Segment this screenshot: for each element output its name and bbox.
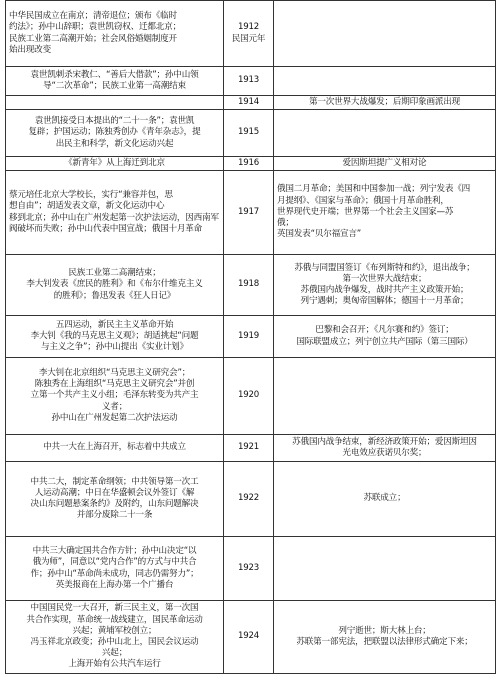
year-line: 民国元年 xyxy=(231,33,266,44)
world-events-line: 爱因斯坦提广义相对论 xyxy=(342,157,427,168)
world-events-cell xyxy=(274,316,496,358)
world-events-cell xyxy=(274,255,496,316)
china-events-line: 导“二次革命”；民族工业第一高潮结束 xyxy=(43,81,186,91)
china-events-cell xyxy=(6,1,224,67)
china-events-line: 移到北京；孙中山在广州发起第一次护法运动，因西南军 xyxy=(9,212,219,223)
china-events-line: 中国国民党一大召开，新三民主义，第一次国 xyxy=(30,603,199,614)
china-events-line: 李大钊《我的马克思主义观》；胡适挑起“问题 xyxy=(30,330,199,341)
world-events-cell xyxy=(274,96,496,110)
china-events-line: 约法》；孙中山辞职；袁世凯窃权、迁都北京； xyxy=(9,22,181,33)
china-events-line: 俄为师”，同意以“党内合作”的方式与中共合 xyxy=(32,557,197,568)
world-events-line: 巴黎和会召开；《凡尔赛和约》签订； xyxy=(315,325,454,336)
china-events-line: 中共一大在上海召开，标志着中共成立 xyxy=(43,442,186,453)
table-row xyxy=(6,157,496,171)
world-events-cell xyxy=(274,67,496,96)
year-cell xyxy=(224,1,274,67)
world-events-cell xyxy=(274,601,496,674)
year-line: 1913 xyxy=(237,75,260,86)
china-events-line: 复辟；护国运动；陈独秀创办《青年杂志》，提 xyxy=(28,127,201,138)
world-events-line: 苏俄国内战争结束，新经济政策开始；爱因斯坦因 xyxy=(292,436,477,447)
world-events-line: 苏联成立； xyxy=(363,493,406,504)
chronology-table xyxy=(5,0,496,674)
world-events-line: 俄； xyxy=(277,218,294,229)
china-events-line: 兴起； xyxy=(101,648,128,659)
world-events-line: 苏联第一部宪法，把联盟以法律形式确定下来； xyxy=(296,637,473,647)
table-row xyxy=(6,537,496,601)
china-events-cell xyxy=(6,462,224,537)
china-events-cell xyxy=(6,157,224,171)
world-events-line: 苏俄与同盟国签订《布列斯特和约》，退出战争； xyxy=(294,262,475,273)
china-events-line: 英美报商在上海办第一个广播台 xyxy=(55,579,174,590)
year-line: 1914 xyxy=(237,96,260,107)
chronology-table-body xyxy=(6,1,496,674)
world-events-line: 第一次世界大战结束； xyxy=(342,273,427,284)
china-events-line: 人运动高潮；中日在华盛顿会议外签订《解 xyxy=(34,487,195,498)
china-events-line: 民族工业第二高潮结束； xyxy=(68,268,161,279)
world-events-line: 俄国二月革命；美国和中国参加一战；列宁发表《四 xyxy=(277,184,471,195)
china-events-cell xyxy=(6,171,224,255)
table-row xyxy=(6,358,496,435)
china-events-line: 共合作实现，革命统一战线建立，国民革命运动 xyxy=(26,614,203,625)
year-cell xyxy=(224,171,274,255)
china-events-line: 袁世凯刺杀宋教仁、“善后大借款”；孙中山领 xyxy=(30,69,199,80)
year-line: 1922 xyxy=(237,493,260,504)
year-line: 1921 xyxy=(237,442,260,453)
world-events-line: 列宁遇刺；奥匈帝国解体；德国十一月革命； xyxy=(300,296,469,307)
world-events-cell xyxy=(274,157,496,171)
world-events-cell xyxy=(274,435,496,462)
world-events-line: 世界现代史开端；世界第一个社会主义国家—苏 xyxy=(277,206,454,217)
china-events-cell xyxy=(6,316,224,358)
table-row xyxy=(6,255,496,316)
china-events-line: 上海开始有公共汽车运行 xyxy=(68,659,161,670)
year-cell xyxy=(224,96,274,110)
year-cell xyxy=(224,110,274,157)
table-row xyxy=(6,67,496,96)
world-events-line: 国际联盟成立；列宁创立共产国际（第三国际） xyxy=(296,336,473,347)
table-row xyxy=(6,601,496,674)
table-row xyxy=(6,462,496,537)
table-row xyxy=(6,435,496,462)
world-events-line: 苏俄国内战争爆发，战时共产主义政策开始； xyxy=(300,285,469,295)
year-line: 1918 xyxy=(237,279,260,290)
year-cell xyxy=(224,255,274,316)
table-row xyxy=(6,171,496,255)
world-events-line: 第一次世界大战爆发；后期印象画派出现 xyxy=(308,96,461,107)
china-events-cell xyxy=(6,358,224,435)
china-events-line: 立第一个共产主义小组；毛泽东转变为共产主 xyxy=(30,390,199,401)
year-line: 1924 xyxy=(237,631,260,642)
world-events-line: 光电效应获诺贝尔奖； xyxy=(342,448,427,458)
world-events-cell xyxy=(274,358,496,435)
world-events-cell xyxy=(274,537,496,601)
table-row xyxy=(6,110,496,157)
world-events-cell xyxy=(274,1,496,67)
world-events-line: 列宁逝世；斯大林上台； xyxy=(338,625,431,636)
china-events-line: 民族工业第二高潮开始；社会风俗婚姻制度开 xyxy=(9,33,177,44)
year-line: 1912 xyxy=(237,22,260,33)
china-events-cell xyxy=(6,601,224,674)
year-line: 1920 xyxy=(237,390,260,401)
world-events-cell xyxy=(274,110,496,157)
china-events-cell xyxy=(6,435,224,462)
china-events-cell xyxy=(6,67,224,96)
china-events-line: 并部分废除二十一条 xyxy=(76,510,153,521)
china-events-line: 阀破坏而失败；孙中山代表中国宣战；俄国十月革命 xyxy=(9,223,203,234)
china-events-line: 孙中山在广州发起第二次护法运动 xyxy=(51,412,178,423)
year-line: 1923 xyxy=(237,562,260,573)
china-events-cell xyxy=(6,96,224,110)
year-line: 1919 xyxy=(237,330,260,341)
china-events-line: 义者； xyxy=(101,401,128,412)
china-events-line: 出民主和科学，新文化运动兴起 xyxy=(55,138,174,149)
china-events-line: 中共三大确定国共合作方针；孙中山决定“以 xyxy=(32,546,197,557)
china-events-line: 李大钊在北京组织“马克思主义研究会”； xyxy=(38,367,191,378)
china-events-line: 始出现改变 xyxy=(9,44,51,55)
china-events-line: 与主义之争”；孙中山提出《实业计划》 xyxy=(41,342,188,353)
year-cell xyxy=(224,435,274,462)
world-events-cell xyxy=(274,171,496,255)
china-events-line: 中共二大，制定革命纲领；中共领导第一次工 xyxy=(30,476,199,487)
year-cell xyxy=(224,358,274,435)
china-events-cell xyxy=(6,110,224,157)
table-row xyxy=(6,316,496,358)
china-events-line: 冯玉祥北京政变；孙中山北上，国民会议运动 xyxy=(30,637,199,647)
china-events-line: 袁世凯接受日本提出的“二十一条”；袁世凯 xyxy=(34,116,195,127)
world-events-line: 英国发表“贝尔福宣言” xyxy=(277,229,362,240)
china-events-line: 陈独秀在上海组织“马克思主义研究会”并创 xyxy=(34,379,195,390)
table-row xyxy=(6,96,496,110)
world-events-line: 月提纲》、《国家与革命》；俄国十月革命胜利， xyxy=(277,195,449,206)
world-events-cell xyxy=(274,462,496,537)
china-events-line: 的胜利》；鲁迅发表《狂人日记》 xyxy=(53,290,176,301)
china-events-cell xyxy=(6,255,224,316)
year-cell xyxy=(224,537,274,601)
year-line: 1917 xyxy=(237,206,260,217)
china-events-line: 五四运动，新民主主义革命开始 xyxy=(55,319,174,330)
china-events-line: 《新青年》从上海迁到北京 xyxy=(64,157,165,168)
year-cell xyxy=(224,67,274,96)
china-events-line: 李大钊发表《庶民的胜利》和《布尔什维克主义 xyxy=(26,279,203,290)
year-cell xyxy=(224,157,274,171)
china-events-line: 中华民国成立在南京；清帝退位；颁布《临时 xyxy=(9,11,177,22)
china-events-line: 作；孙中山“革命尚未成功，同志仍需努力”； xyxy=(30,568,199,579)
year-cell xyxy=(224,316,274,358)
year-line: 1915 xyxy=(237,127,260,138)
china-events-line: 蔡元培任北京大学校长，实行“兼容并包，思 xyxy=(9,190,173,201)
china-events-line: 决山东问题悬案条约》及附约，山东问题解决 xyxy=(30,499,199,509)
china-events-line: 想自由”；胡适发表文章，新文化运动中心 xyxy=(9,201,165,212)
china-events-line: 兴起；黄埔军校创立； xyxy=(72,625,157,636)
china-events-cell xyxy=(6,537,224,601)
year-cell xyxy=(224,462,274,537)
table-row xyxy=(6,1,496,67)
year-line: 1916 xyxy=(237,157,260,168)
year-cell xyxy=(224,601,274,674)
